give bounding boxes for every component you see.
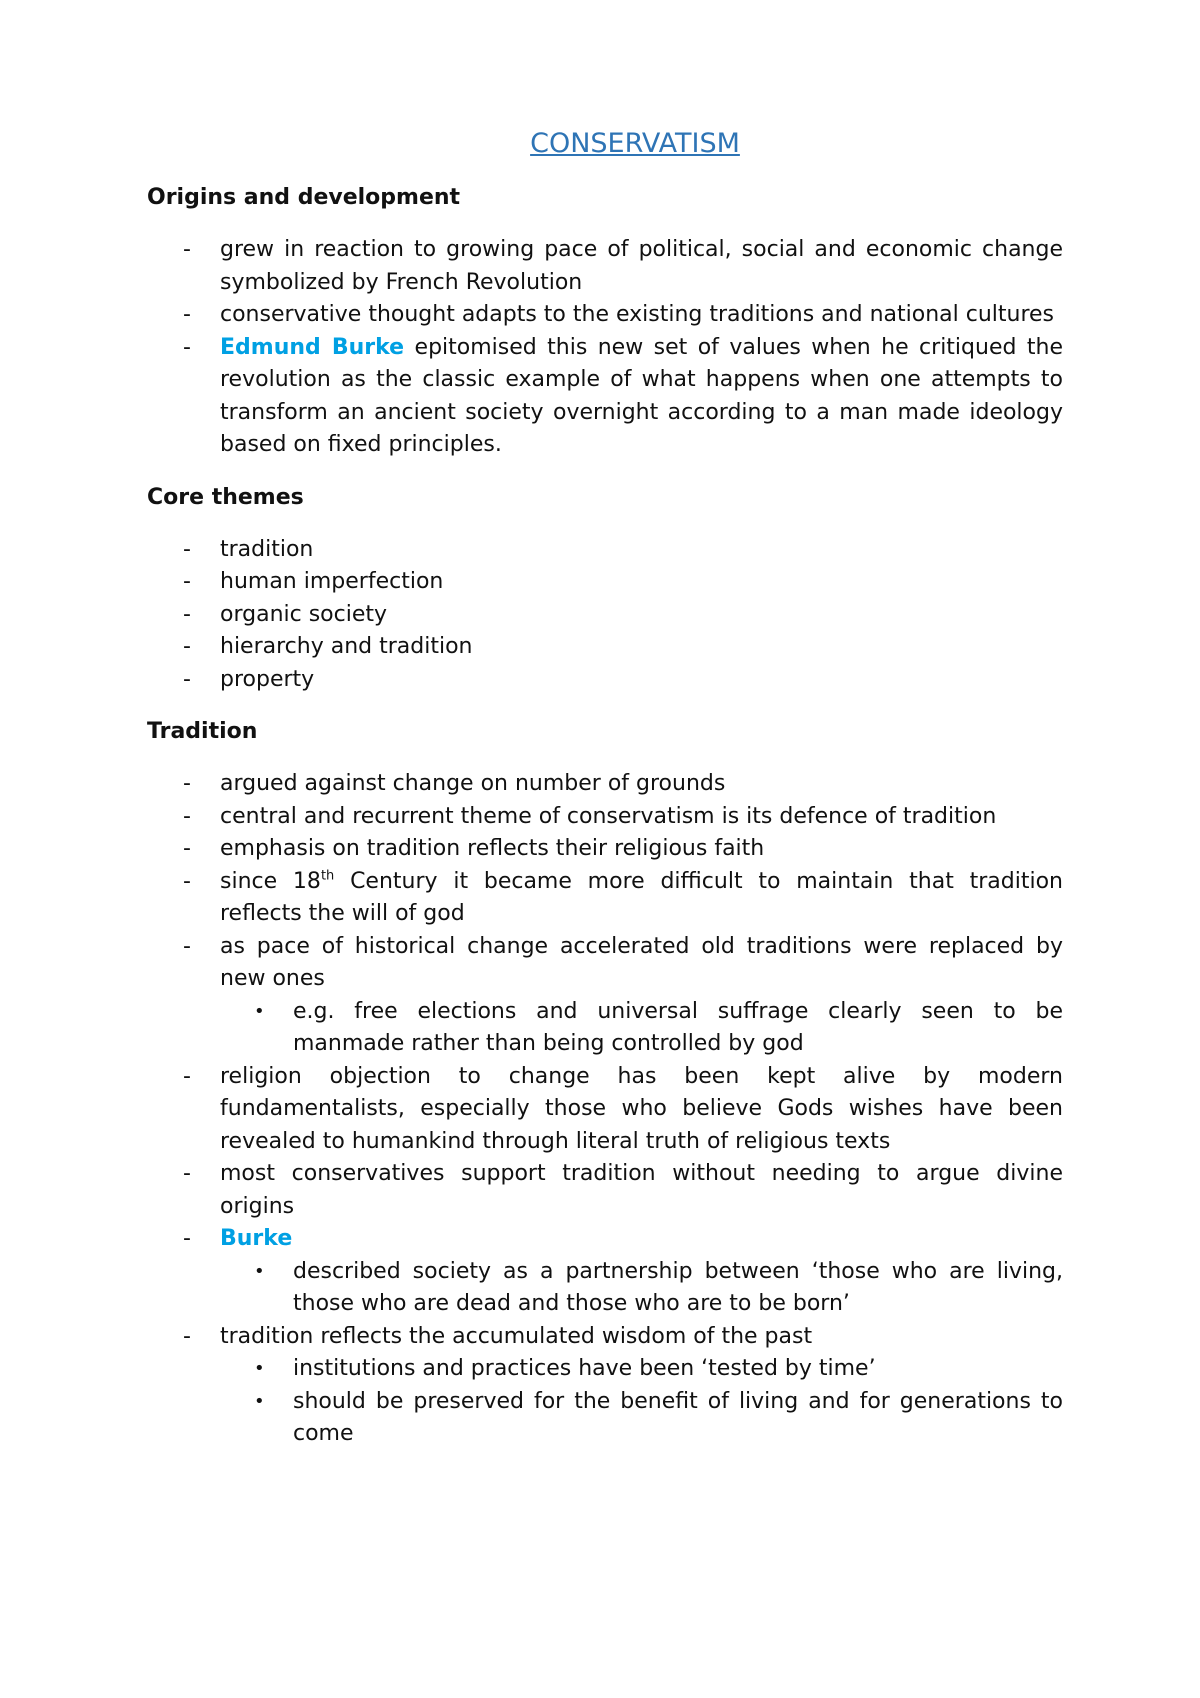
- sub-list-item-text: institutions and practices have been ‘tested by time’: [293, 1356, 876, 1381]
- sub-list-item-text: should be preserved for the benefit of living and for generations to come: [293, 1388, 1063, 1446]
- tradition-list: [147, 768, 1063, 1451]
- section-heading-origins: Origins and development: [147, 185, 461, 210]
- list-item-text-pre: since 18: [220, 868, 321, 894]
- list-item: [147, 833, 1063, 866]
- dash-marker: -: [183, 1226, 191, 1251]
- list-item: [147, 866, 1063, 931]
- origins-list: [147, 234, 1063, 462]
- dash-marker: -: [183, 933, 191, 959]
- sub-list-item: [220, 1256, 1063, 1321]
- page-title: CONSERVATISM: [530, 128, 740, 159]
- list-item: [147, 664, 1063, 697]
- dash-marker: -: [183, 1323, 191, 1349]
- dash-marker: -: [183, 536, 191, 562]
- dash-marker: -: [183, 237, 191, 262]
- bullet-marker: •: [254, 1390, 265, 1412]
- list-item-text: human imperfection: [220, 569, 444, 594]
- list-item: [147, 234, 1063, 299]
- dash-marker: -: [183, 836, 191, 861]
- dash-marker: -: [183, 666, 191, 692]
- dash-marker: -: [183, 868, 191, 894]
- list-item-text: property: [220, 666, 315, 692]
- core-themes-list: [147, 534, 1063, 697]
- dash-marker: -: [183, 634, 191, 659]
- list-item-text: as pace of historical change accelerated old traditions were replaced by new ones: [220, 933, 1063, 991]
- list-item: [147, 299, 1063, 332]
- list-item: [147, 534, 1063, 567]
- person-name-edmund-burke: Edmund Burke: [220, 334, 405, 360]
- list-item: [147, 768, 1063, 801]
- sub-list: [220, 996, 1063, 1061]
- list-item-text: central and recurrent theme of conservatism is its defence of tradition: [220, 803, 997, 829]
- list-item-text: conservative thought adapts to the existing traditions and national cultures: [220, 302, 1055, 327]
- section-heading-core-themes: Core themes: [147, 484, 304, 510]
- dash-marker: -: [183, 569, 191, 594]
- sub-list-item: [220, 1386, 1063, 1451]
- dash-marker: -: [183, 302, 191, 327]
- list-item: [147, 599, 1063, 632]
- list-item: [147, 1223, 1063, 1321]
- list-item-text: religion objection to change has been kept alive by modern fundamentalists, especially those who believe Gods wishes have been revealed to humankind through literal truth of religious texts: [220, 1063, 1063, 1154]
- bullet-marker: •: [254, 1358, 265, 1379]
- list-item-text: most conservatives support tradition without needing to argue divine origins: [220, 1161, 1063, 1219]
- dash-marker: -: [183, 1063, 191, 1089]
- list-item: [147, 931, 1063, 1061]
- list-item: [147, 566, 1063, 599]
- list-item-text: tradition reflects the accumulated wisdom of the past: [220, 1323, 813, 1349]
- sub-list-item-text: e.g. free elections and universal suffrage clearly seen to be manmade rather than being controlled by god: [293, 998, 1063, 1056]
- list-item: [147, 1061, 1063, 1159]
- list-item-text: grew in reaction to growing pace of political, social and economic change symbolized by French Revolution: [220, 237, 1063, 295]
- dash-marker: -: [183, 1161, 191, 1186]
- list-item-text: hierarchy and tradition: [220, 634, 473, 659]
- section-heading-tradition: Tradition: [147, 719, 258, 744]
- list-item-text: tradition: [220, 536, 314, 562]
- dash-marker: -: [183, 601, 191, 627]
- sub-list-item: [220, 1353, 1063, 1386]
- superscript-th: th: [320, 868, 335, 884]
- bullet-marker: •: [254, 1260, 265, 1282]
- list-item: [147, 631, 1063, 664]
- sub-list-item: [220, 996, 1063, 1061]
- sub-list: [220, 1353, 1063, 1451]
- list-item-text: epitomised this new set of values when he critiqued the revolution as the classic example of what happens when one attempts to transform an ancient society overnight according to a man made ideology based on fixed principles.: [220, 334, 1063, 457]
- person-name-burke: Burke: [220, 1226, 293, 1251]
- list-item: [147, 801, 1063, 834]
- list-item-text-post: Century it became more difficult to maintain that tradition reflects the will of god: [220, 868, 1063, 926]
- list-item-text: argued against change on number of grounds: [220, 771, 726, 796]
- list-item: [147, 1158, 1063, 1223]
- sub-list-item-text: described society as a partnership between ‘those who are living, those who are dead and those who are to be born’: [293, 1258, 1063, 1316]
- dash-marker: -: [183, 771, 191, 796]
- list-item: [147, 332, 1063, 462]
- bullet-marker: •: [254, 1000, 265, 1022]
- sub-list: [220, 1256, 1063, 1321]
- list-item: [147, 1321, 1063, 1451]
- list-item-text: emphasis on tradition reflects their religious faith: [220, 836, 765, 861]
- dash-marker: -: [183, 334, 191, 360]
- list-item-text: organic society: [220, 601, 388, 627]
- dash-marker: -: [183, 803, 191, 829]
